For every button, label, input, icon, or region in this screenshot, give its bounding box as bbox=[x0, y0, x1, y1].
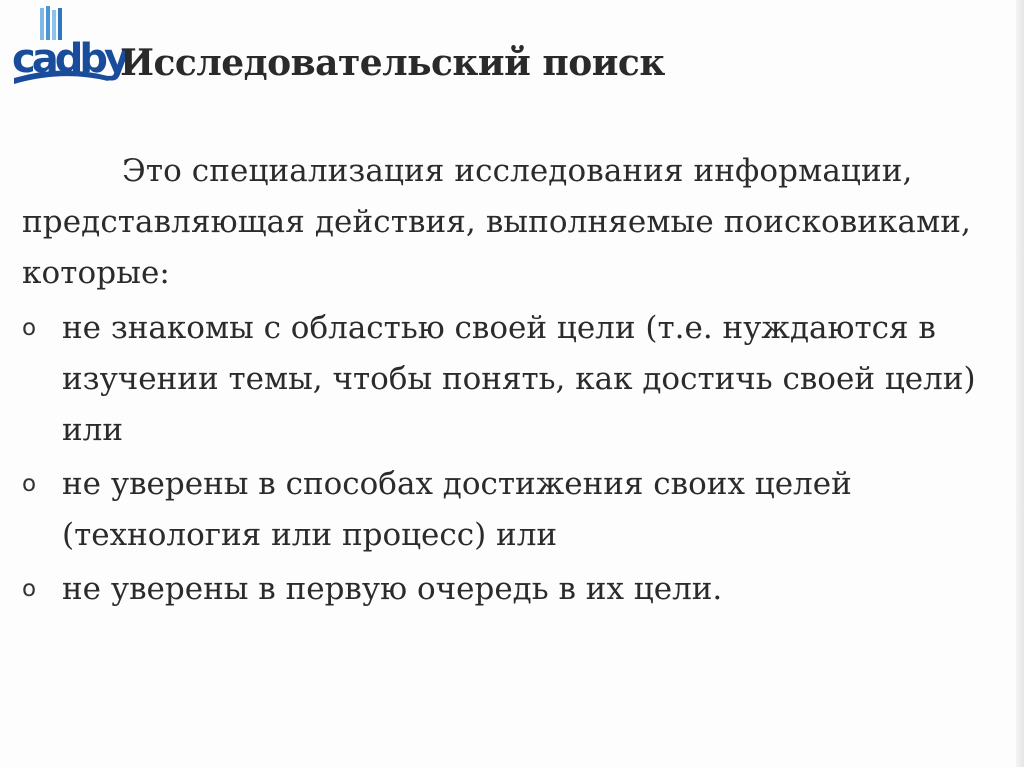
cadby-logo bbox=[10, 6, 127, 90]
bullet-text: не уверены в способах достижения своих целей (технология или процесс) или bbox=[62, 466, 852, 553]
hollow-circle-bullet-icon: o bbox=[22, 576, 37, 602]
bullet-item bbox=[22, 459, 997, 561]
intro-paragraph: Это специализация исследования информации, представляющая действия, выполняемые поисковиками, которые: bbox=[22, 153, 972, 291]
bullet-text: не уверены в первую очередь в их цели. bbox=[62, 571, 723, 607]
logo-wordmark: cadby bbox=[12, 36, 127, 82]
bullet-text: не знакомы с областью своей цели (т.е. нуждаются в изучении темы, чтобы понять, как достичь своей цели) или bbox=[62, 310, 976, 448]
hollow-circle-bullet-icon: o bbox=[22, 315, 37, 341]
slide-edge-shadow bbox=[1016, 0, 1024, 767]
hollow-circle-bullet-icon: o bbox=[22, 471, 37, 497]
bullet-item bbox=[22, 564, 997, 615]
slide-title: Исследовательский поиск bbox=[120, 42, 665, 84]
slide-content bbox=[22, 146, 997, 618]
logo-graphic bbox=[10, 6, 127, 90]
bullet-list bbox=[22, 303, 997, 615]
bullet-item bbox=[22, 303, 997, 456]
